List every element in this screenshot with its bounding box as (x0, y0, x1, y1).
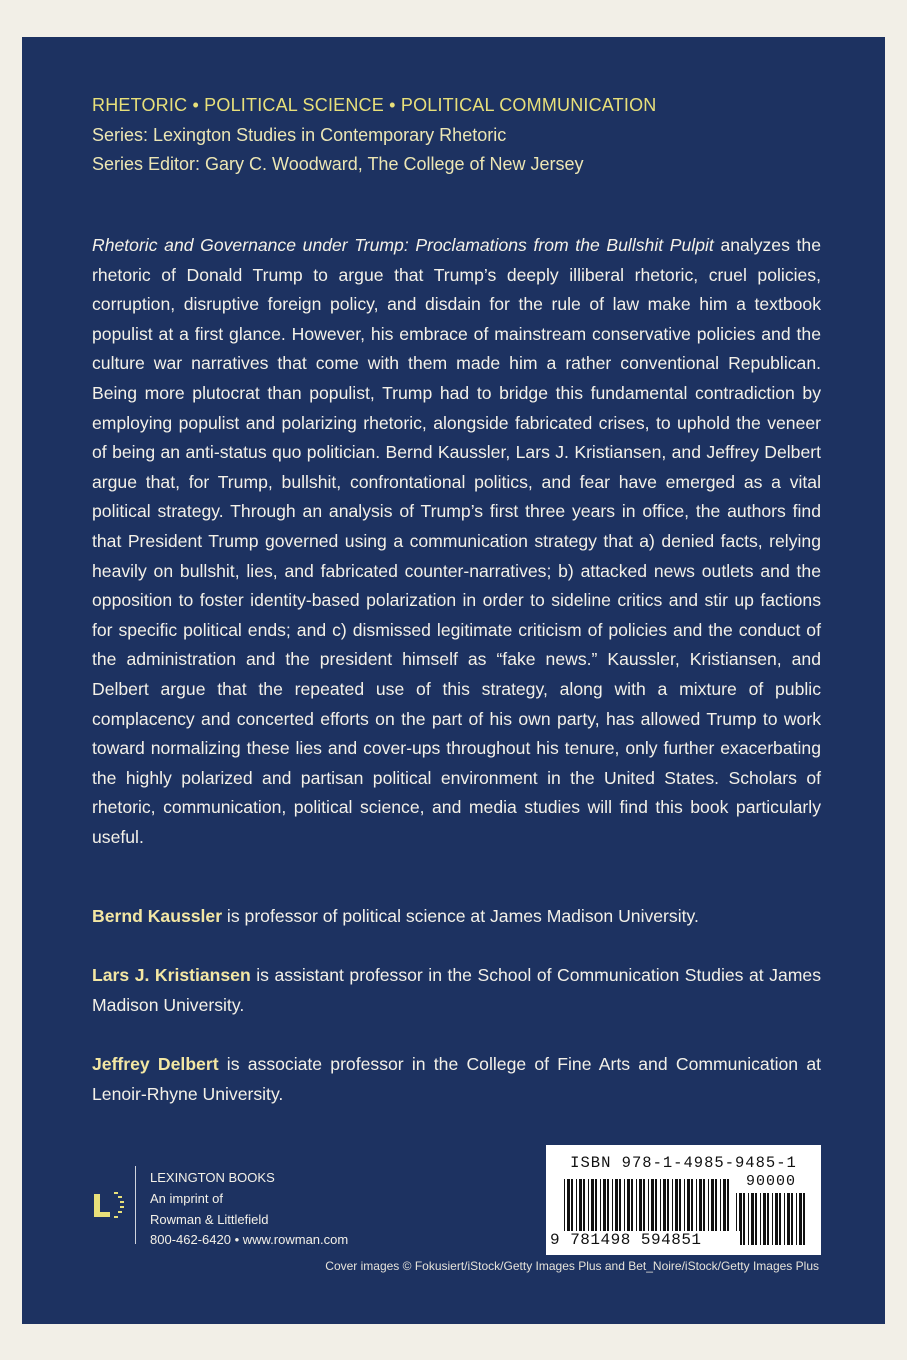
barcode-bar (663, 1179, 666, 1235)
barcode-bar (636, 1179, 637, 1235)
author-name: Bernd Kaussler (92, 906, 223, 926)
barcode-bar (583, 1179, 585, 1235)
back-cover (22, 37, 885, 1324)
subject-categories: RHETORIC • POLITICAL SCIENCE • POLITICAL COMMUNICATION (92, 95, 657, 115)
barcode-bar (639, 1179, 642, 1235)
barcode-bar (703, 1179, 705, 1235)
barcode-bar (691, 1179, 693, 1235)
publisher-name: LEXINGTON BOOKS (150, 1170, 275, 1185)
series-header (92, 91, 656, 180)
barcode-bar (779, 1193, 781, 1245)
barcode-bar (660, 1179, 661, 1235)
barcode-bar (720, 1179, 721, 1235)
barcode-bar (600, 1179, 601, 1235)
author-bio-text: is professor of political science at James Madison University. (222, 906, 699, 926)
barcode-bar (767, 1193, 769, 1245)
barcode-bar (607, 1179, 609, 1235)
book-description (92, 231, 821, 852)
publisher-info (150, 1168, 348, 1251)
barcode-bar (576, 1179, 577, 1235)
barcode-bar (696, 1179, 697, 1235)
barcode-bar (796, 1193, 797, 1245)
barcode-bar (684, 1179, 685, 1235)
barcode-bar (803, 1193, 805, 1245)
ean-number: 9 781498 594851 (546, 1231, 740, 1249)
barcode-bar (708, 1179, 709, 1235)
author-bio-kaussler (92, 902, 821, 932)
barcode-bar (799, 1193, 802, 1245)
barcode-bar (743, 1193, 745, 1245)
barcode-bar (679, 1179, 681, 1235)
barcode-bar (571, 1179, 573, 1235)
barcode-bar (760, 1193, 761, 1245)
isbn-barcode (546, 1145, 821, 1255)
barcode-bar (579, 1179, 582, 1235)
addon-bars (736, 1193, 806, 1245)
barcode-bar (775, 1193, 778, 1245)
barcode-bar (751, 1193, 754, 1245)
barcode-bar (564, 1179, 565, 1235)
barcode-bar (651, 1179, 654, 1235)
barcode-bar (772, 1193, 773, 1245)
author-name: Lars J. Kristiansen (92, 965, 251, 985)
image-credits: Cover images © Fokusiert/iStock/Getty Images Plus and Bet_Noire/iStock/Getty Images Plus (325, 1259, 819, 1273)
author-bio-text: is assistant professor in the School of Communication Studies at James Madison University. (92, 965, 821, 1015)
barcode-bar (655, 1179, 657, 1235)
barcode-bar (567, 1179, 570, 1235)
publisher-contact: 800-462-6420 • www.rowman.com (150, 1232, 349, 1248)
barcode-bar (631, 1179, 633, 1235)
barcode-bar (612, 1179, 613, 1235)
barcode-bar (643, 1179, 645, 1235)
isbn-number: ISBN 978-1-4985-9485-1 (570, 1154, 797, 1172)
barcode-bar (763, 1193, 766, 1245)
description-text: analyzes the rhetoric of Donald Trump to argue that Trump’s deeply illiberal rhetoric, cruel policies, corruption, disruptive foreign policy, and disdain for the rule of law make him a textbook populist at a first glance. However, his embrace of mainstream conservative policies and the culture war narratives that come with them made him a rather conventional Republican. Being more plutocrat than populist, Trump had to bridge this fundamental contradiction by employing populist and polarizing rhetoric, alongside fabricated crises, to uphold the veneer of being an anti-status quo politician. Bernd Kaussler, Lars J. Kristiansen, and Jeffrey Delbert argue that, for Trump, bullshit, confrontational politics, and fear have emerged as a vital political strategy. Through an analysis of Trump’s first three years in office, the authors find that President Trump governed using a communication strategy that a) denied facts, relying heavily on bullshit, lies, and fabricated counter-narratives; b) attacked news outlets and the opposition to foster identity-based polarization in order to sideline critics and stir up factions for specific political ends; and c) dismissed legitimate criticism of policies and the conduct of the administration and the president himself as “fake news.” Kaussler, Kristiansen, and Delbert argue that the repeated use of this strategy, along with a mixture of public complacency and concerted efforts on the part of his own party, has allowed Trump to work toward normalizing these lies and cover-ups throughout his tenure, only further exacerbating the highly polarized and partisan political environment in the United States. Scholars of rhetoric, communication, political science, and media studies will find this book particularly useful. (92, 235, 821, 847)
barcode-bar (675, 1179, 678, 1235)
barcode-bar (727, 1179, 729, 1235)
barcode-bar (588, 1179, 589, 1235)
ean-bars (564, 1179, 732, 1235)
barcode-bar (667, 1179, 669, 1235)
publisher-parent: Rowman & Littlefield (150, 1211, 269, 1227)
barcode-bar (787, 1193, 790, 1245)
author-bio-kristiansen (92, 961, 821, 1020)
series-name: Series: Lexington Studies in Contemporary Rhetoric (92, 124, 507, 145)
barcode-bar (627, 1179, 630, 1235)
barcode-bar (791, 1193, 793, 1245)
barcode-bar (687, 1179, 690, 1235)
barcode-bar (755, 1193, 757, 1245)
barcode-bar (591, 1179, 594, 1235)
barcode-bar (784, 1193, 785, 1245)
barcode-bar (748, 1193, 749, 1245)
barcode-bar (603, 1179, 606, 1235)
publisher-imprint: An imprint of (150, 1190, 223, 1206)
barcode-bar (699, 1179, 702, 1235)
barcode-bar (715, 1179, 717, 1235)
barcode-bar (615, 1179, 618, 1235)
publisher-divider (135, 1166, 136, 1244)
author-name: Jeffrey Delbert (92, 1054, 219, 1074)
book-title: Rhetoric and Governance under Trump: Proclamations from the Bullshit Pulpit (92, 235, 714, 255)
author-bio-text: is associate professor in the College of Fine Arts and Communication at Lenoir-Rhyne University. (92, 1054, 821, 1104)
barcode-bar (672, 1179, 673, 1235)
barcode-bar (619, 1179, 621, 1235)
author-bio-delbert (92, 1050, 821, 1109)
barcode-bar (723, 1179, 726, 1235)
barcode-bar (648, 1179, 649, 1235)
lexington-logo-icon (92, 1190, 126, 1222)
series-editor: Series Editor: Gary C. Woodward, The College of New Jersey (92, 154, 584, 174)
barcode-bar (711, 1179, 714, 1235)
barcode-bar (595, 1179, 597, 1235)
barcode-bar (624, 1179, 625, 1235)
addon-number: 90000 (745, 1173, 796, 1190)
